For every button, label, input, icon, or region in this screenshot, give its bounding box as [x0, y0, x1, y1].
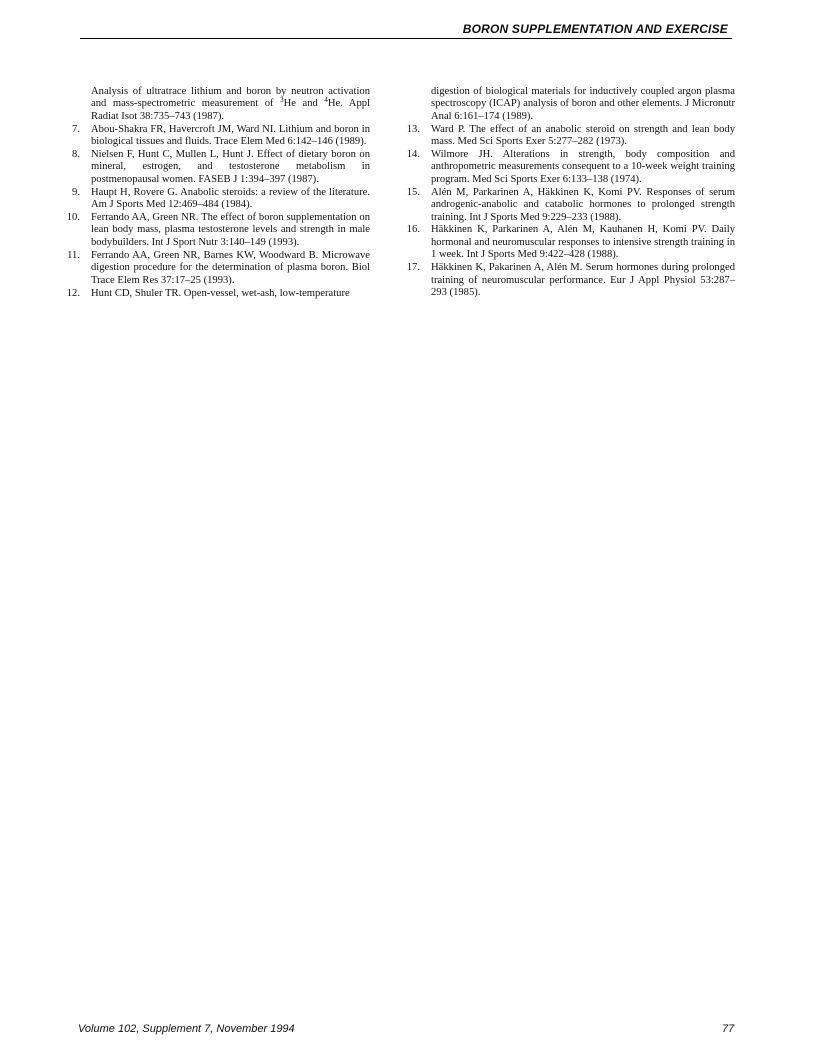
reference-continuation: digestion of biological materials for inductively coupled argon plasma spectroscopy (ICAP) analysis of boron and other elements. J Micronutr Anal 6:161–174 (1989).	[431, 86, 735, 122]
reference-item: 12. Hunt CD, Shuler TR. Open-vessel, wet-ash, low-temperature	[66, 287, 350, 299]
reference-item: 15. Alén M, Parkarinen A, Häkkinen K, Komi PV. Responses of serum androgenic-anabolic and catabolic hormones to prolonged strength training. Int J Sports Med 9:229–233 (1988).	[406, 186, 735, 223]
reference-item: 16. Häkkinen K, Parkarinen A, Alén M, Kauhanen H, Komi PV. Daily hormonal and neuromuscular responses to intensive strength training in 1 week. Int J Sports Med 9:422–428 (1988).	[406, 224, 735, 261]
reference-item: 17. Häkkinen K, Pakarinen A, Alén M. Serum hormones during prolonged training of neuromuscular performance. Eur J Appl Physiol 53:287–293 (1985).	[406, 262, 735, 298]
header-rule	[80, 38, 732, 39]
footer-volume: Volume 102, Supplement 7, November 1994	[78, 1023, 295, 1035]
reference-item: 11. Ferrando AA, Green NR, Barnes KW, Woodward B. Microwave digestion procedure for the determination of plasma boron. Biol Trace Elem Res 37:17–25 (1993).	[67, 249, 370, 286]
reference-item: 14. Wilmore JH. Alterations in strength, body composition and anthropometric measurements consequent to a 10-week weight training program. Med Sci Sports Exer 6:133–138 (1974).	[406, 149, 735, 185]
references-right-column	[400, 86, 735, 300]
reference-item: 8. Nielsen F, Hunt C, Mullen L, Hunt J. Effect of dietary boron on mineral, estrogen, and testosterone metabolism in postmenopausal women. FASEB J 1:394–397 (1987).	[72, 149, 370, 185]
reference-item: 9. Haupt H, Rovere G. Anabolic steroids: a review of the literature. Am J Sports Med 12:469–484 (1984).	[72, 186, 370, 211]
reference-continuation: Analysis of ultratrace lithium and boron by neutron activation and mass-spectrometric measurement of $^3$He and $^4$He. Appl Radiat Isot 38:735–743 (1987).	[91, 86, 370, 122]
reference-item: 10. Ferrando AA, Green NR. The effect of boron supplementation on lean body mass, plasma testosterone levels and strength in male bodybuilders. Int J Sport Nutr 3:140–149 (1993).	[66, 212, 370, 248]
page-number: 77	[722, 1023, 735, 1035]
running-head: BORON SUPPLEMENTATION AND EXERCISE	[462, 22, 728, 36]
reference-item: 13. Ward P. The effect of an anabolic steroid on strength and lean body mass. Med Sci Sports Exer 5:277–282 (1973).	[406, 123, 735, 148]
reference-item: 7. Abou-Shakra FR, Havercroft JM, Ward NI. Lithium and boron in biological tissues and fluids. Trace Elem Med 6:142–146 (1989).	[72, 123, 370, 148]
references-left-column	[60, 86, 370, 300]
